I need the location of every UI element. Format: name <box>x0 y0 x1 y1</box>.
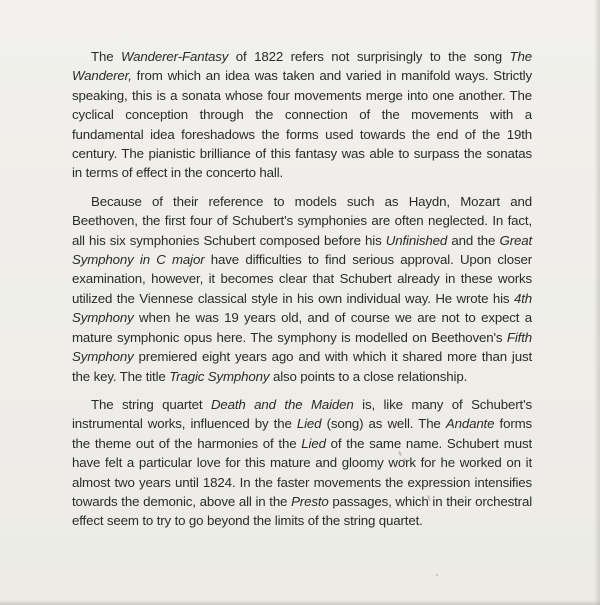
text-run: The string quartet <box>91 396 211 412</box>
text-run: and the <box>447 232 500 248</box>
text-run: Because of their reference to models such as Haydn, Mozart and Beethoven, the first four of Schubert's symphonies are often neglected. In fact, all his six symphonies Schubert composed before his <box>72 193 532 248</box>
text-run: when he was 19 years old, and of course we are not to expect a mature symphonic opus here. The symphony is modelled on Beethoven's <box>72 310 532 345</box>
title-the-wanderer: The Wanderer, <box>72 49 532 84</box>
paper-speck <box>436 574 438 576</box>
text-run: passages, which in their orchestral effect seem to try to go beyond the limits of the string quartet. <box>72 493 532 529</box>
liner-notes-text <box>72 47 532 540</box>
text-run: of 1822 refers not surprisingly to the song <box>228 49 510 64</box>
paragraph-string-quartet <box>72 395 532 531</box>
text-run: of the same name. Schubert must have felt a particular love for this mature and gloomy work for he worked on it almost two years until 1824. In the faster movements the expression intensifies towards the demonic, above all in the <box>72 435 532 509</box>
page-edge-right <box>594 0 600 605</box>
title-death-and-the-maiden: Death and the Maiden <box>210 396 354 412</box>
text-run: also points to a close relationship. <box>269 368 468 384</box>
term-lied: Lied <box>301 435 326 451</box>
term-presto: Presto <box>291 493 329 509</box>
text-run: have difficulties to find serious approval. Upon closer examination, however, it becomes clear that Schubert already in these works utilized the Viennese classical style in his own individual way. He wrote his <box>72 252 532 306</box>
text-run: (song) as well. The <box>321 416 446 432</box>
text-run: forms the theme out of the harmonies of the <box>72 416 533 451</box>
text-run: The <box>91 49 122 64</box>
title-great-symphony: Great Symphony in C major <box>72 232 533 268</box>
title-tragic-symphony: Tragic Symphony <box>169 368 270 384</box>
title-unfinished: Unfinished <box>385 232 448 248</box>
term-andante: Andante <box>445 416 495 432</box>
paragraph-wanderer-fantasy <box>72 47 532 183</box>
text-run: is, like many of Schubert's instrumental works, influenced by the <box>72 396 532 432</box>
page-edge-bottom <box>0 600 600 605</box>
title-wanderer-fantasy: Wanderer-Fantasy <box>121 49 229 64</box>
title-4th-symphony: 4th Symphony <box>72 290 532 326</box>
text-run: from which an idea was taken and varied in manifold ways. Strictly speaking, this is a sonata whose four movements merge into one another. The cyclical conception through the connection of the movements with a fundamental idea foreshadows the forms used towards the end of the 19th century. The pianistic brilliance of this fantasy was able to surpass the sonatas in terms of effect in the concerto hall. <box>72 68 532 181</box>
paragraph-symphonies <box>72 192 532 386</box>
text-run: premiered eight years ago and with which it shared more than just the key. The title <box>72 349 532 384</box>
term-lied: Lied <box>296 416 322 432</box>
title-fifth-symphony: Fifth Symphony <box>72 329 532 365</box>
